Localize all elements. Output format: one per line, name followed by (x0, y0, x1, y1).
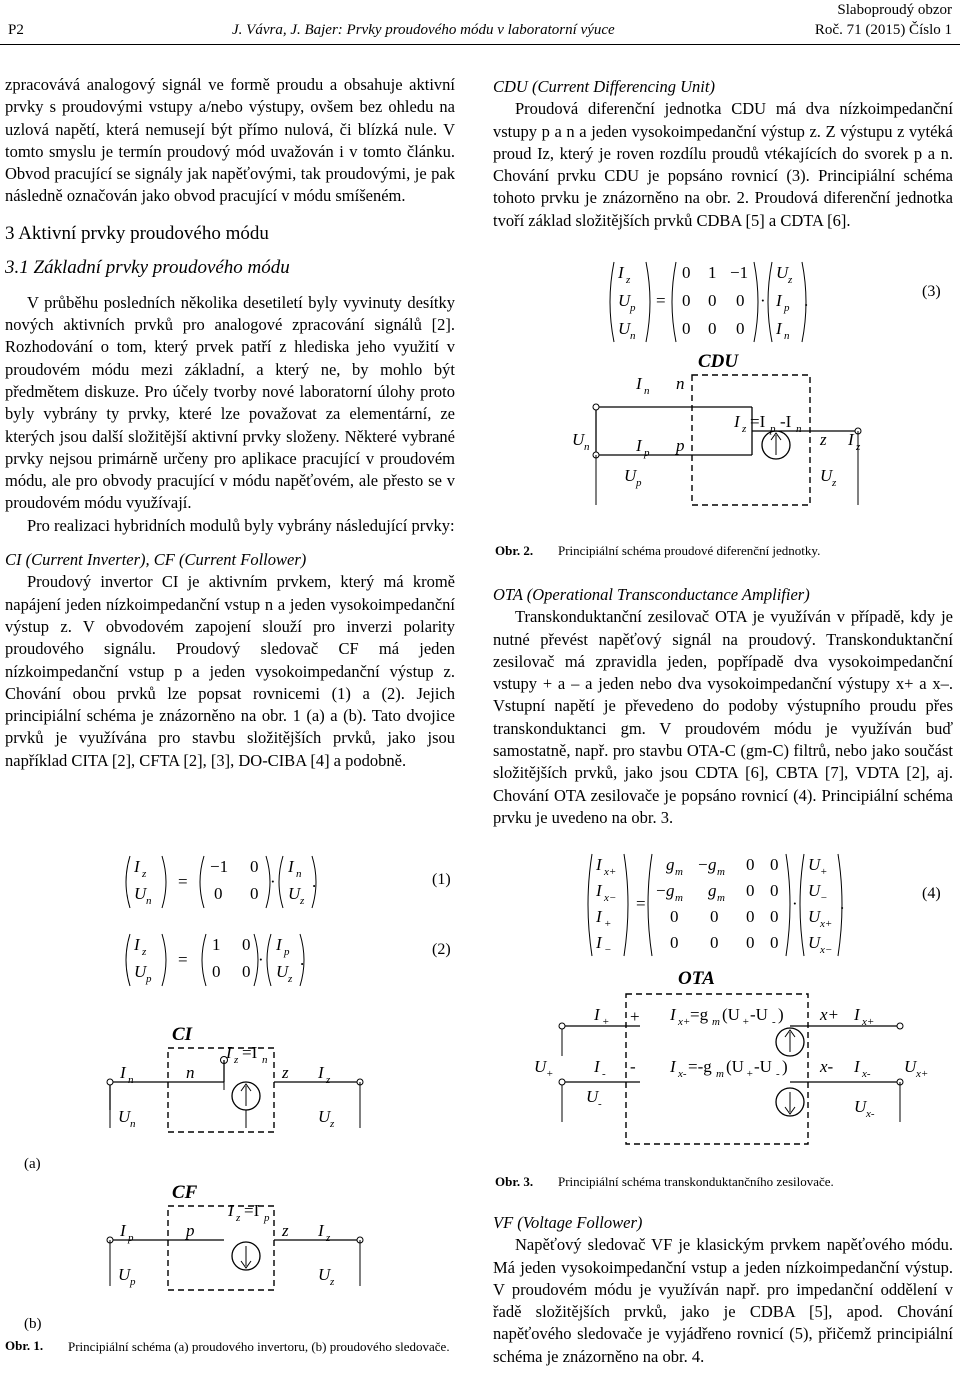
svg-text:0: 0 (736, 291, 745, 310)
svg-text:0: 0 (708, 319, 717, 338)
svg-text:I: I (776, 291, 782, 310)
svg-text:n: n (146, 895, 152, 907)
svg-text:−1: −1 (210, 857, 229, 876)
svg-text:z: z (142, 868, 147, 880)
svg-text:p: p (676, 436, 685, 455)
svg-text:x-: x- (866, 1108, 875, 1120)
fig1-caption: Principiální schéma (a) proudového invertoru, (b) proudového sledovače. (68, 1339, 450, 1354)
intro-paragraph: zpracovává analogový signál ve formě proudu a obsahuje aktivní prvky s proudovými vstupy a/nebo výstupy, ovšem bez ohledu na uzlová napětí, která nemusejí být přímo nulová, či blízká nule. V tomto smyslu je termín proudový mód uvažován i v tomto článku. Obvod pracující se signály jak napěťovými, tak proudovými, je pak následně označován jako obvod pracující v módu smíšeném. (5, 75, 455, 206)
svg-text:.: . (840, 894, 845, 913)
svg-text:0: 0 (708, 291, 717, 310)
ci-block-title: CI (172, 1024, 193, 1045)
paragraph-cdu: Proudová diferenční jednotka CDU má dva nízkoimpedanční vstupy p a n a jeden vysokoimpedanční výstup z. Z výstupu z vytéká proud Iz, který je roven rozdílu proudů vtékajících do svorek p a n. Chování prvku CDU je popsáno rovnicí (3). Principiální schéma tohoto prvku je znázorněno na obr. 2. Proudová diferenční jednotka tvoří základ složitějších prvků CDBA [5] a CDTA [6]. (493, 99, 953, 230)
svg-text:g: g (666, 855, 675, 874)
svg-text:m: m (717, 866, 725, 878)
figure-3 (490, 962, 960, 1194)
svg-text:0: 0 (770, 933, 779, 952)
ci-schematic (107, 1024, 363, 1132)
svg-text:x−: x− (604, 892, 617, 904)
svg-text:+: + (742, 1016, 750, 1028)
svg-text:+: + (604, 918, 612, 930)
svg-text:I: I (276, 935, 282, 954)
svg-text:x−: x− (820, 944, 833, 956)
right-column-ota (493, 584, 953, 829)
svg-text:U: U (288, 884, 301, 903)
svg-text:U: U (904, 1057, 917, 1076)
svg-text:(U: (U (726, 1057, 744, 1076)
svg-text:m: m (712, 1016, 720, 1028)
svg-text:U: U (572, 430, 585, 449)
svg-text:0: 0 (682, 263, 691, 282)
svg-text:0: 0 (670, 907, 679, 926)
svg-text:−: − (698, 855, 708, 874)
svg-text:n: n (630, 330, 636, 342)
cdu-title: CDU (Current Differencing Unit) (493, 77, 715, 96)
svg-text:0: 0 (214, 884, 223, 903)
svg-text:-: - (630, 1057, 636, 1076)
svg-text:U: U (618, 319, 631, 338)
svg-text:0: 0 (242, 935, 251, 954)
svg-text:): ) (782, 1057, 788, 1076)
svg-text:−: − (820, 892, 828, 904)
svg-text:=-g: =-g (688, 1057, 712, 1076)
paragraph-vf: Napěťový sledovač VF je klasickým prvkem napěťového módu. Má jeden vysokoimpedanční vstup a jeden nízkoimpedanční výstup. V proudovém módu je využíván např. pro impedanční oddělení v řadě složitějších prvků, jako je CDBA [5], apod. Chování napěťového sledovače je vyjádřeno rovnicí (5), přičemž principiální schéma je znázorněno na obr. 4. (493, 1235, 953, 1366)
svg-text:m: m (675, 866, 683, 878)
svg-text:z: z (856, 441, 861, 453)
svg-text:0: 0 (736, 319, 745, 338)
svg-text:=: = (178, 872, 188, 891)
paragraph-ota: Transkonduktanční zesilovač OTA je využíván v případě, kdy je nutné převést napěťový signál na proudový. Transkonduktanční zesilovač má zpravidla jeden, popřípadě dva vysokoimpedanční vstupy + a – a jeden nebo dva vysokoimpedanční výstupy x+ a x–. Vstupní napětí je převedeno do podoby výstupního proudu přes transkonduktanci gm. V proudovém módu je využíván buď samostatně, např. pro stavbu OTA-C (gm-C) filtrů, nebo jako součást složitějších prvků, jako jsou CDTA [6], CBTA [7], VDTA [2], aj. Chování OTA zesilovače je popsáno rovnicí (4). Principiální schéma prvku je uvedeno na obr. 3. (493, 607, 953, 827)
svg-text:U: U (118, 1107, 131, 1126)
right-column-top (493, 76, 953, 232)
svg-text:I: I (226, 1043, 232, 1062)
page-header (0, 0, 960, 44)
svg-text:x-: x- (678, 1068, 687, 1080)
equation-1-number: (1) (432, 871, 451, 888)
svg-text:0: 0 (746, 881, 755, 900)
svg-text:0: 0 (746, 933, 755, 952)
equation-4 (580, 852, 955, 962)
fig1-caption-number: Obr. 1. (5, 1338, 44, 1353)
header-rule (0, 44, 960, 45)
svg-text:n: n (784, 330, 790, 342)
svg-text:U: U (624, 466, 637, 485)
running-title: J. Vávra, J. Bajer: Prvky proudového módu v laboratorní výuce (232, 22, 615, 38)
svg-text:p: p (636, 477, 642, 489)
svg-text:=: = (656, 291, 666, 310)
svg-text:x+: x+ (820, 1005, 840, 1024)
svg-text:-: - (772, 1016, 776, 1028)
fig3-caption: Principiální schéma transkonduktančního zesilovače. (558, 1174, 834, 1189)
svg-text:z: z (326, 1074, 331, 1086)
svg-text:·: · (792, 894, 798, 913)
svg-text:z: z (330, 1276, 335, 1288)
ci-cf-title: CI (Current Inverter), CF (Current Follower) (5, 550, 307, 570)
svg-text:n: n (130, 1118, 136, 1130)
equation-2-number: (2) (432, 941, 451, 958)
svg-text:-U: -U (754, 1057, 772, 1076)
svg-text:+: + (546, 1068, 554, 1080)
svg-text:z: z (142, 946, 147, 958)
svg-text:I: I (596, 855, 602, 874)
cf-block-title: CF (172, 1182, 198, 1203)
svg-text:g: g (666, 881, 675, 900)
figure-2 (490, 345, 960, 560)
svg-text:I: I (594, 1005, 600, 1024)
svg-text:n: n (262, 1054, 268, 1066)
section-heading: 3 Aktivní prvky proudového módu (5, 222, 269, 244)
svg-text:p: p (630, 302, 636, 314)
svg-text:=: = (178, 950, 188, 969)
svg-text:I: I (636, 374, 642, 393)
equation-3-number: (3) (922, 283, 941, 300)
fig1-label-b: (b) (24, 1316, 42, 1332)
svg-text:.: . (300, 950, 305, 969)
svg-text:I: I (596, 907, 602, 926)
svg-text:I: I (318, 1221, 324, 1240)
svg-text:p: p (784, 302, 790, 314)
svg-text:g: g (708, 855, 717, 874)
svg-text:I: I (636, 436, 642, 455)
svg-text:I: I (670, 1005, 676, 1024)
svg-text:−: − (604, 944, 612, 956)
svg-text:0: 0 (212, 962, 221, 981)
svg-text:U: U (118, 1265, 131, 1284)
svg-text:x+: x+ (820, 918, 833, 930)
svg-text:z: z (742, 423, 747, 435)
svg-text:z: z (282, 1063, 289, 1082)
svg-text:z: z (234, 1054, 239, 1066)
svg-text:0: 0 (682, 291, 691, 310)
svg-text:n: n (644, 385, 650, 397)
journal-name: Slaboproudý obzor (837, 2, 952, 18)
svg-text:=I: =I (750, 412, 766, 431)
svg-text:n: n (676, 374, 685, 393)
fig3-caption-number: Obr. 3. (495, 1174, 534, 1189)
left-column (5, 74, 455, 772)
svg-text:x-: x- (820, 1057, 834, 1076)
page-number: P2 (8, 22, 24, 38)
svg-text:I: I (734, 412, 740, 431)
svg-text:U: U (586, 1087, 599, 1106)
svg-text:0: 0 (710, 933, 719, 952)
subsection-heading: 3.1 Základní prvky proudového módu (5, 256, 290, 278)
svg-text:0: 0 (770, 855, 779, 874)
svg-text:p: p (770, 423, 776, 435)
svg-text:): ) (778, 1005, 784, 1024)
svg-text:0: 0 (770, 907, 779, 926)
svg-text:0: 0 (710, 907, 719, 926)
svg-text:z: z (282, 1221, 289, 1240)
fig1-label-a: (a) (24, 1156, 41, 1172)
svg-text:z: z (788, 274, 793, 286)
ota-title: OTA (Operational Transconductance Amplifier) (493, 585, 810, 604)
equation-4-number: (4) (922, 885, 941, 902)
svg-text:x+: x+ (678, 1016, 691, 1028)
svg-text:p: p (186, 1221, 195, 1240)
svg-text:.: . (804, 291, 809, 310)
svg-text:I: I (848, 430, 854, 449)
svg-text:U: U (808, 855, 821, 874)
svg-text:+: + (746, 1068, 754, 1080)
svg-text:m: m (675, 892, 683, 904)
svg-text:-: - (776, 1068, 780, 1080)
svg-text:0: 0 (242, 962, 251, 981)
svg-text:U: U (134, 884, 147, 903)
svg-text:-I: -I (780, 412, 792, 431)
svg-text:U: U (808, 907, 821, 926)
svg-text:I: I (318, 1063, 324, 1082)
svg-text:I: I (594, 1057, 600, 1076)
svg-text:n: n (186, 1063, 195, 1082)
paragraph-ci-cf: Proudový invertor CI je aktivním prvkem, který má kromě napájení jeden nízkoimpedanční vstup n a jeden vysokoimpedanční výstup z. V obvodovém zapojení slouží pro inverzi polarity proudového signálu. Proudový sledovač CF má jeden nízkoimpedanční vstup p a jeden vysokoimpedanční výstup z. Chování obou prvků lze popsat rovnicemi (1) a (2). Jejich principiální schéma je znázorněno na obr. 1 (a) a (b). Tato dvojice prvků je využívána pro stavbu složitějších prvků, jako jsou například CITA [2], CFTA [2], [3], DO-CIBA [4] a podobně. (5, 572, 455, 770)
svg-text:1: 1 (708, 263, 717, 282)
svg-text:U: U (134, 962, 147, 981)
cdu-block-title: CDU (698, 351, 739, 372)
svg-text:x+: x+ (916, 1068, 929, 1080)
svg-text:U: U (808, 881, 821, 900)
svg-text:I: I (854, 1057, 860, 1076)
right-column-vf (493, 1212, 953, 1368)
svg-text:+: + (630, 1007, 640, 1026)
svg-text:z: z (288, 973, 293, 985)
paragraph-selected: Pro realizaci hybridních modulů byly vybrány následující prvky: (27, 515, 455, 535)
svg-text:U: U (820, 466, 833, 485)
svg-text:p: p (264, 1212, 270, 1224)
svg-text:I: I (120, 1063, 126, 1082)
svg-text:I: I (596, 933, 602, 952)
svg-text:·: · (270, 872, 276, 891)
figure-1 (0, 1010, 480, 1380)
svg-text:1: 1 (212, 935, 221, 954)
svg-text:p: p (284, 946, 290, 958)
svg-text:.: . (312, 872, 317, 891)
svg-text:z: z (832, 477, 837, 489)
svg-text:z: z (626, 274, 631, 286)
svg-text:n: n (296, 868, 302, 880)
svg-text:0: 0 (682, 319, 691, 338)
svg-text:x+: x+ (862, 1016, 875, 1028)
fig2-caption: Principiální schéma proudové diferenční jednotky. (558, 543, 821, 558)
svg-text:·: · (760, 291, 766, 310)
svg-text:-U: -U (750, 1005, 768, 1024)
svg-text:U: U (534, 1057, 547, 1076)
svg-text:-: - (602, 1068, 606, 1080)
svg-text:z: z (820, 430, 827, 449)
svg-text:I: I (228, 1201, 234, 1220)
svg-text:+: + (820, 866, 828, 878)
svg-text:+: + (602, 1016, 610, 1028)
fig2-caption-number: Obr. 2. (495, 543, 534, 558)
svg-text:·: · (258, 950, 264, 969)
svg-text:I: I (776, 319, 782, 338)
svg-text:x-: x- (862, 1068, 871, 1080)
svg-text:I: I (134, 935, 140, 954)
svg-text:p: p (644, 447, 650, 459)
svg-text:0: 0 (670, 933, 679, 952)
svg-text:0: 0 (770, 881, 779, 900)
svg-text:0: 0 (746, 907, 755, 926)
svg-text:−: − (656, 881, 666, 900)
svg-text:U: U (618, 291, 631, 310)
svg-text:p: p (128, 1232, 134, 1244)
svg-text:I: I (854, 1005, 860, 1024)
svg-text:U: U (854, 1097, 867, 1116)
svg-text:n: n (128, 1074, 134, 1086)
svg-text:z: z (236, 1212, 241, 1224)
svg-text:U: U (776, 263, 789, 282)
svg-text:0: 0 (250, 884, 259, 903)
svg-text:z: z (330, 1118, 335, 1130)
cf-schematic (107, 1182, 363, 1290)
svg-text:U: U (318, 1107, 331, 1126)
svg-text:I: I (670, 1057, 676, 1076)
svg-text:-: - (598, 1098, 602, 1110)
svg-text:p: p (146, 973, 152, 985)
paragraph-elements: V průběhu posledních několika desetiletí byly vyvinuty desítky nových aktivních prvků pro analogové zpracování signálů [2]. Rozhodování o tom, který prvek patří z hlediska jeho využití v proudovém módu mezi základní, a který ne, by mohlo být předmětem diskuze. Pro účely tvorby nové laboratorní úlohy proto byly vybrány ty prvky, které lze považovat za elementární, ze kterých jsou další složitější aktivní prvky složeny. Některé vybrané prvky nejsou primárně určeny pro aplikace pracující v proudovém módu, ale pro obvody pracující v módu napěťovém, ale přesto se v proudovém módu využívají. (5, 292, 455, 513)
svg-text:m: m (717, 892, 725, 904)
svg-text:U: U (318, 1265, 331, 1284)
svg-text:I: I (596, 881, 602, 900)
svg-text:n: n (584, 441, 590, 453)
journal-volume: Roč. 71 (2015) Číslo 1 (814, 22, 952, 38)
svg-text:I: I (618, 263, 624, 282)
equation-3 (590, 258, 955, 348)
svg-text:x+: x+ (604, 866, 617, 878)
svg-text:−1: −1 (730, 263, 749, 282)
vf-title: VF (Voltage Follower) (493, 1213, 643, 1232)
svg-text:=I: =I (242, 1043, 258, 1062)
ota-block-title: OTA (678, 968, 715, 989)
svg-text:g: g (708, 881, 717, 900)
svg-text:=g: =g (690, 1005, 709, 1024)
svg-text:n: n (796, 423, 802, 435)
svg-text:0: 0 (250, 857, 259, 876)
svg-text:z: z (300, 895, 305, 907)
svg-text:=I: =I (244, 1201, 260, 1220)
svg-text:(U: (U (722, 1005, 740, 1024)
svg-text:0: 0 (746, 855, 755, 874)
svg-text:m: m (716, 1068, 724, 1080)
equations-1-2 (100, 852, 460, 1002)
svg-text:I: I (134, 857, 140, 876)
svg-text:=: = (636, 894, 646, 913)
svg-text:U: U (276, 962, 289, 981)
svg-text:z: z (326, 1232, 331, 1244)
svg-text:I: I (120, 1221, 126, 1240)
svg-text:p: p (130, 1276, 136, 1288)
svg-text:U: U (808, 933, 821, 952)
svg-text:I: I (288, 857, 294, 876)
